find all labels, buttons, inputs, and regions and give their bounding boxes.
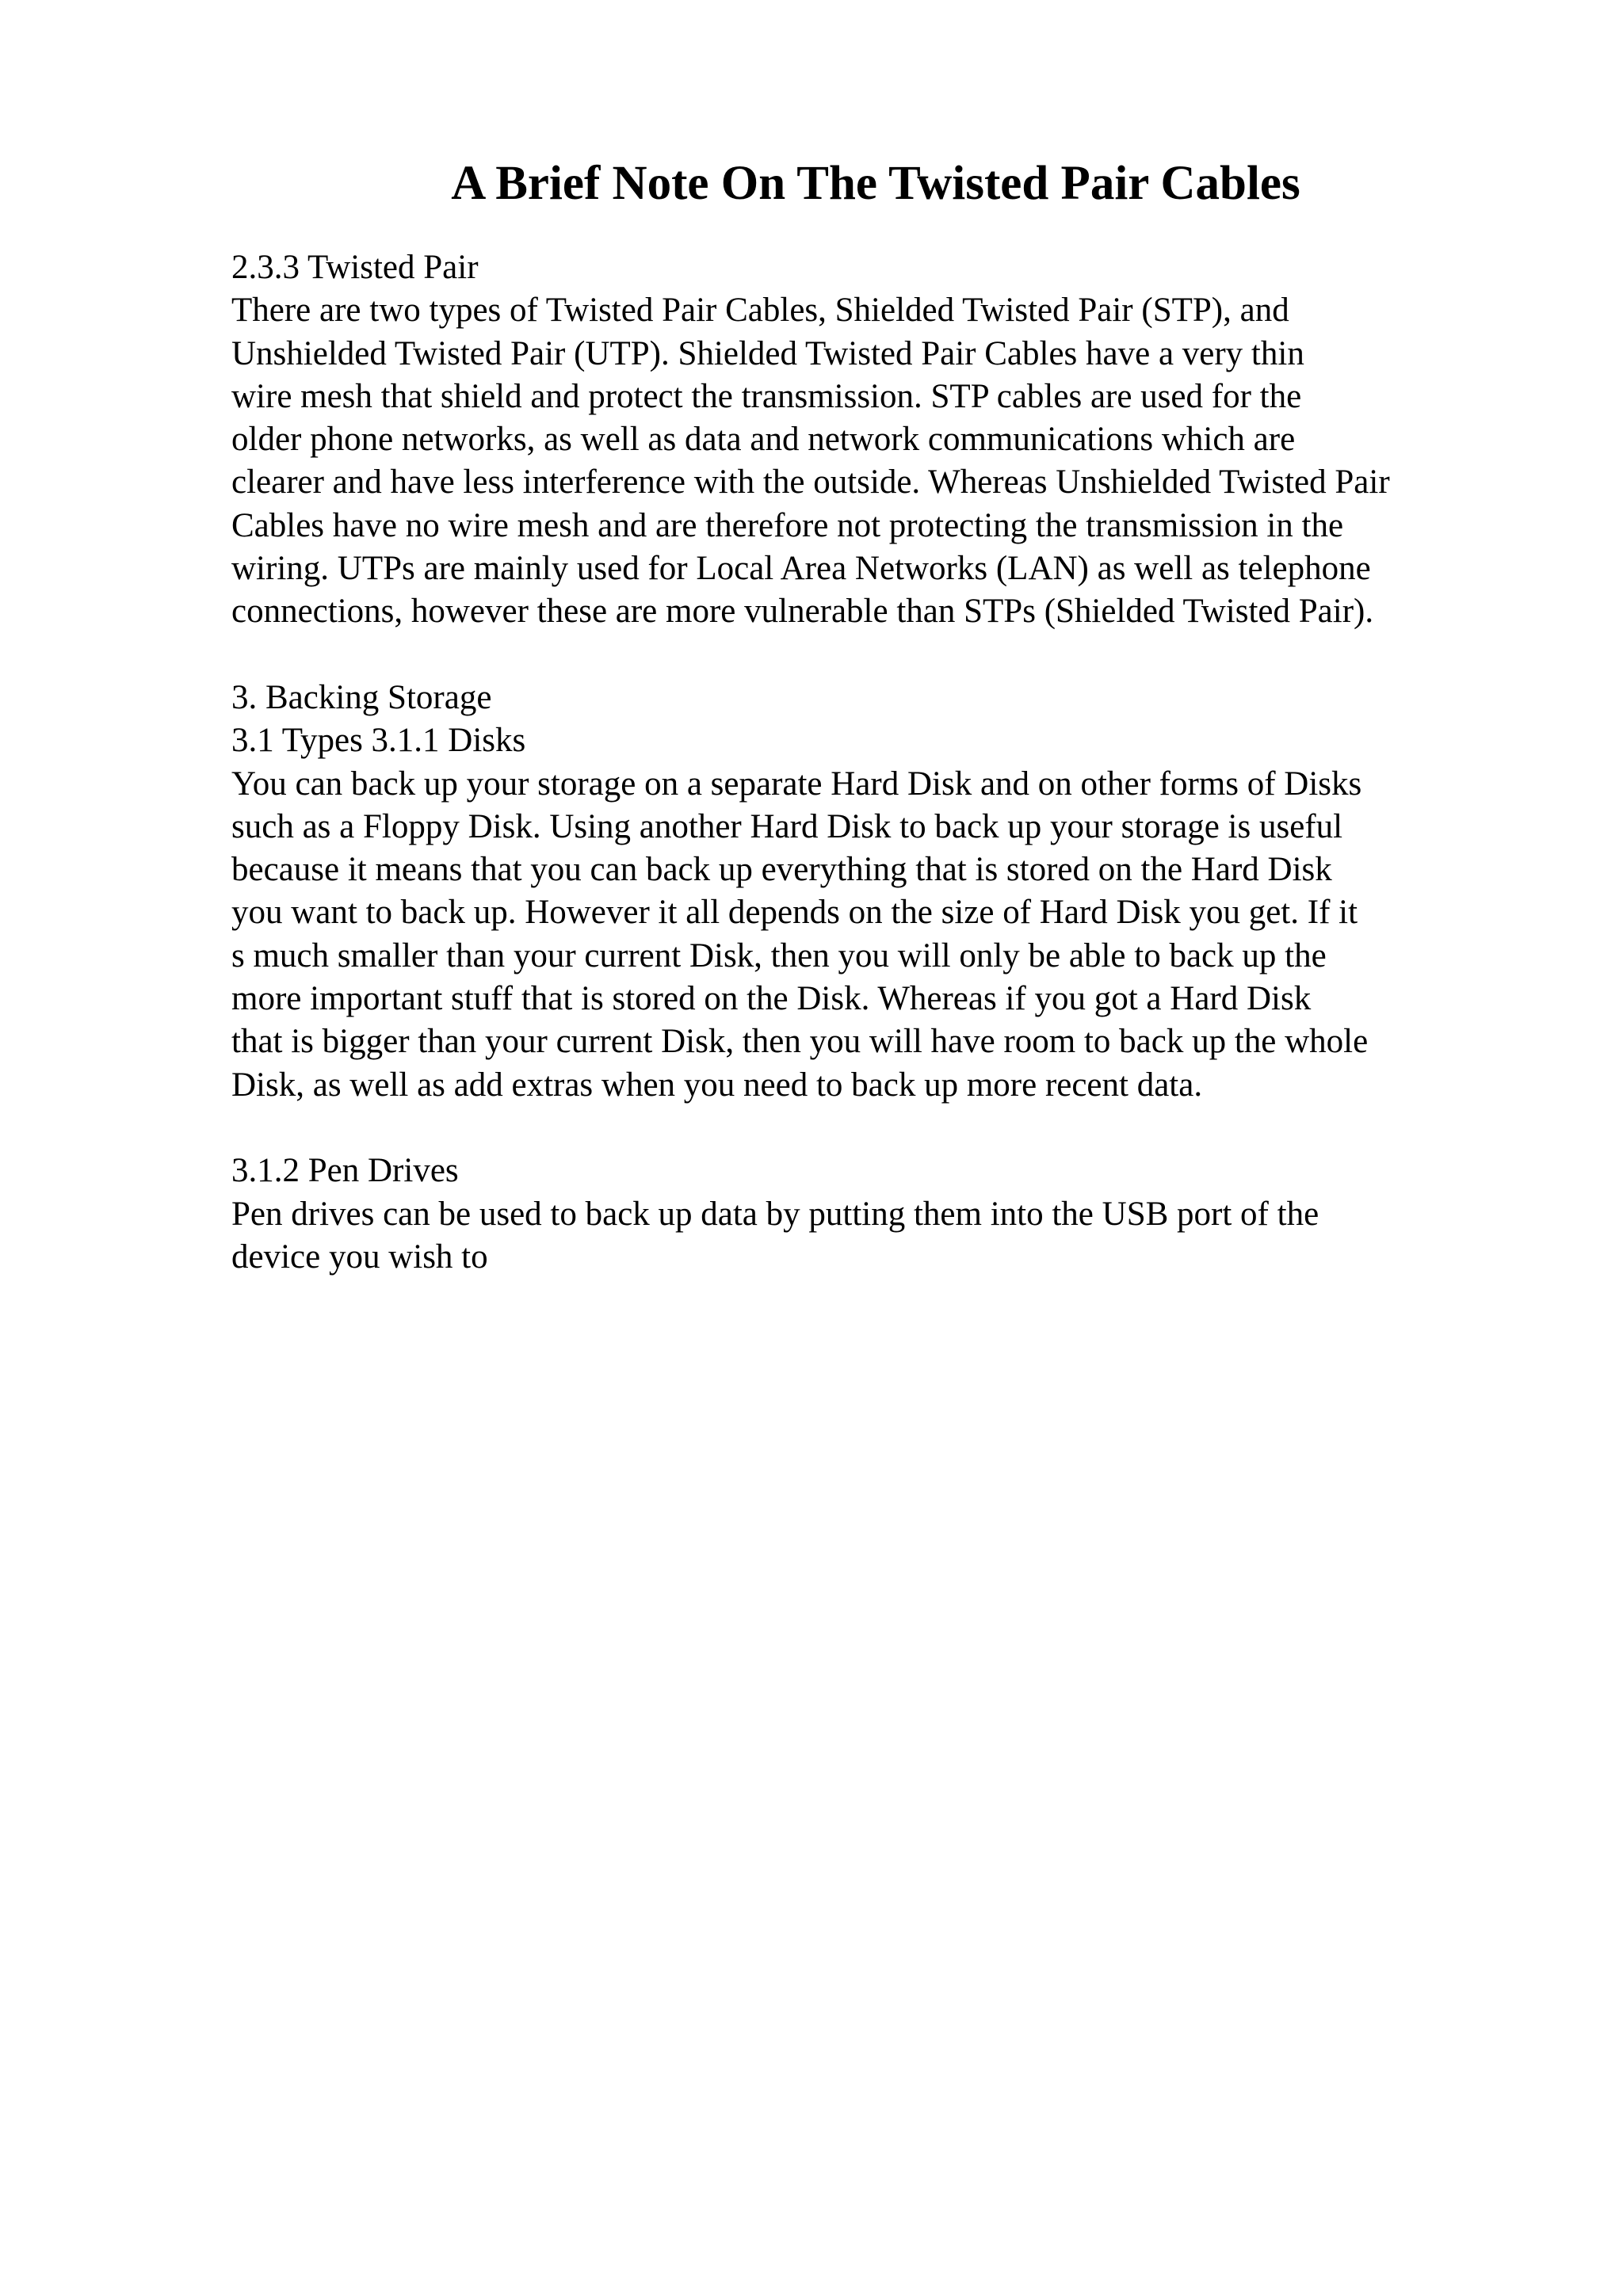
paragraph-line: Disk, as well as add extras when you need to back up more recent data. xyxy=(231,1066,1203,1104)
document-title: A Brief Note On The Twisted Pair Cables xyxy=(451,157,1300,210)
section-heading-twisted-pair: 2.3.3 Twisted Pair xyxy=(231,249,479,286)
document-body xyxy=(231,246,1515,1279)
paragraph-line: Pen drives can be used to back up data by putting them into the USB port of the xyxy=(231,1195,1319,1233)
paragraph-line: connections, however these are more vulnerable than STPs (Shielded Twisted Pair). xyxy=(231,593,1374,631)
section-twisted-pair xyxy=(231,246,1515,634)
paragraph-line: wire mesh that shield and protect the transmission. STP cables are used for the xyxy=(231,377,1302,415)
paragraph-line: you want to back up. However it all depends on the size of Hard Disk you get. If it xyxy=(231,894,1358,932)
paragraph-line: s much smaller than your current Disk, then you will only be able to back up the xyxy=(231,936,1327,974)
subsection-heading-disks: 3.1 Types 3.1.1 Disks xyxy=(231,722,526,760)
paragraph-line: Unshielded Twisted Pair (UTP). Shielded Twisted Pair Cables have a very thin xyxy=(231,334,1304,372)
paragraph-line: more important stuff that is stored on the Disk. Whereas if you got a Hard Disk xyxy=(231,980,1312,1018)
paragraph-line: older phone networks, as well as data and network communications which are xyxy=(231,421,1296,459)
paragraph-line: wiring. UTPs are mainly used for Local Area Networks (LAN) as well as telephone xyxy=(231,550,1371,588)
paragraph-line: Cables have no wire mesh and are therefore not protecting the transmission in the xyxy=(231,506,1344,544)
section-pen-drives xyxy=(231,1150,1515,1279)
section-backing-storage xyxy=(231,677,1515,1107)
subsection-heading-pen-drives: 3.1.2 Pen Drives xyxy=(231,1152,459,1190)
paragraph-line: clearer and have less interference with the outside. Whereas Unshielded Twisted Pair xyxy=(231,463,1390,502)
paragraph-line: that is bigger than your current Disk, then you will have room to back up the whole xyxy=(231,1023,1369,1061)
paragraph-line: because it means that you can back up everything that is stored on the Hard Disk xyxy=(231,851,1332,889)
paragraph-spacer xyxy=(231,1107,1515,1150)
paragraph-spacer xyxy=(231,634,1515,677)
paragraph-line: You can back up your storage on a separate Hard Disk and on other forms of Disks xyxy=(231,765,1362,803)
paragraph-line: such as a Floppy Disk. Using another Hard Disk to back up your storage is useful xyxy=(231,807,1343,845)
paragraph-line: device you wish to xyxy=(231,1238,488,1276)
paragraph-line: There are two types of Twisted Pair Cables, Shielded Twisted Pair (STP), and xyxy=(231,292,1289,330)
section-heading-backing-storage: 3. Backing Storage xyxy=(231,678,492,716)
